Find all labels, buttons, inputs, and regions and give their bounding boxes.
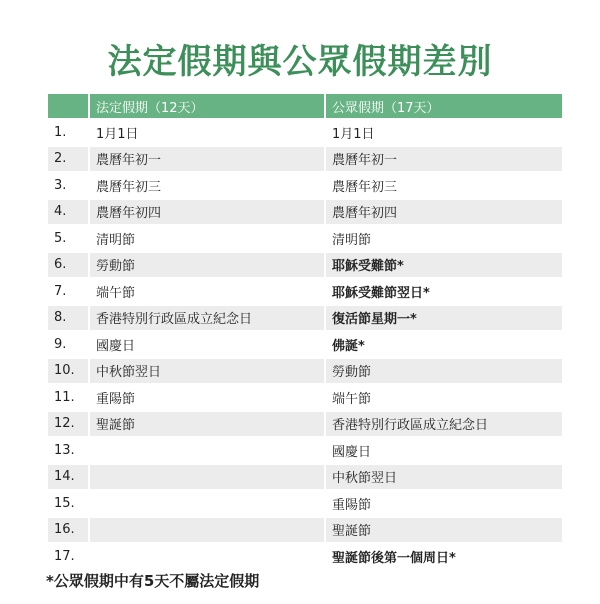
- public-holiday-cell: 復活節星期一*: [324, 306, 562, 331]
- header-public-holidays: 公眾假期（17天）: [324, 94, 562, 118]
- table-row: [48, 491, 562, 516]
- row-number: 11.: [48, 385, 88, 410]
- table-row: [48, 253, 562, 278]
- row-number: 6.: [48, 253, 88, 278]
- statutory-holiday-cell: 香港特別行政區成立紀念日: [88, 306, 324, 331]
- table-row: [48, 200, 562, 225]
- row-number: 1.: [48, 120, 88, 145]
- statutory-holiday-cell: [88, 438, 324, 463]
- public-holiday-cell: 中秋節翌日: [324, 465, 562, 490]
- public-holiday-cell: 耶穌受難節翌日*: [324, 279, 562, 304]
- row-number: 4.: [48, 200, 88, 225]
- row-number: 2.: [48, 147, 88, 172]
- public-holiday-cell: 國慶日: [324, 438, 562, 463]
- statutory-holiday-cell: [88, 544, 324, 569]
- table-row: [48, 518, 562, 543]
- row-number: 15.: [48, 491, 88, 516]
- public-holiday-cell: 清明節: [324, 226, 562, 251]
- public-holiday-cell: 佛誕*: [324, 332, 562, 357]
- table-row: [48, 465, 562, 490]
- table-row: [48, 359, 562, 384]
- table-row: [48, 332, 562, 357]
- public-holiday-cell: 農曆年初一: [324, 147, 562, 172]
- page-title: 法定假期與公眾假期差別: [107, 42, 493, 82]
- statutory-holiday-cell: 農曆年初四: [88, 200, 324, 225]
- row-number: 16.: [48, 518, 88, 543]
- table-row: [48, 120, 562, 145]
- header-statutory-holidays: 法定假期（12天）: [88, 94, 324, 118]
- table-row: [48, 226, 562, 251]
- statutory-holiday-cell: 中秋節翌日: [88, 359, 324, 384]
- row-number: 12.: [48, 412, 88, 437]
- statutory-holiday-cell: [88, 491, 324, 516]
- public-holiday-cell: 聖誕節後第一個周日*: [324, 544, 562, 569]
- holiday-comparison-table: [48, 92, 562, 571]
- public-holiday-cell: 農曆年初四: [324, 200, 562, 225]
- row-number: 3.: [48, 173, 88, 198]
- row-number: 10.: [48, 359, 88, 384]
- table-header-row: [48, 94, 562, 118]
- public-holiday-cell: 聖誕節: [324, 518, 562, 543]
- table-row: [48, 279, 562, 304]
- row-number: 5.: [48, 226, 88, 251]
- statutory-holiday-cell: 農曆年初一: [88, 147, 324, 172]
- statutory-holiday-cell: [88, 518, 324, 543]
- statutory-holiday-cell: 重陽節: [88, 385, 324, 410]
- table-row: [48, 306, 562, 331]
- statutory-holiday-cell: 清明節: [88, 226, 324, 251]
- table-row: [48, 438, 562, 463]
- statutory-holiday-cell: 1月1日: [88, 120, 324, 145]
- header-number: [48, 94, 88, 118]
- statutory-holiday-cell: 端午節: [88, 279, 324, 304]
- statutory-holiday-cell: 農曆年初三: [88, 173, 324, 198]
- row-number: 8.: [48, 306, 88, 331]
- row-number: 9.: [48, 332, 88, 357]
- table-row: [48, 412, 562, 437]
- table-row: [48, 147, 562, 172]
- statutory-holiday-cell: 聖誕節: [88, 412, 324, 437]
- footnote: *公眾假期中有5天不屬法定假期: [46, 572, 260, 590]
- table-row: [48, 173, 562, 198]
- public-holiday-cell: 香港特別行政區成立紀念日: [324, 412, 562, 437]
- table-row: [48, 385, 562, 410]
- statutory-holiday-cell: 國慶日: [88, 332, 324, 357]
- table-row: [48, 544, 562, 569]
- row-number: 7.: [48, 279, 88, 304]
- public-holiday-cell: 勞動節: [324, 359, 562, 384]
- statutory-holiday-cell: [88, 465, 324, 490]
- row-number: 13.: [48, 438, 88, 463]
- row-number: 14.: [48, 465, 88, 490]
- row-number: 17.: [48, 544, 88, 569]
- statutory-holiday-cell: 勞動節: [88, 253, 324, 278]
- public-holiday-cell: 耶穌受難節*: [324, 253, 562, 278]
- public-holiday-cell: 端午節: [324, 385, 562, 410]
- public-holiday-cell: 1月1日: [324, 120, 562, 145]
- public-holiday-cell: 重陽節: [324, 491, 562, 516]
- public-holiday-cell: 農曆年初三: [324, 173, 562, 198]
